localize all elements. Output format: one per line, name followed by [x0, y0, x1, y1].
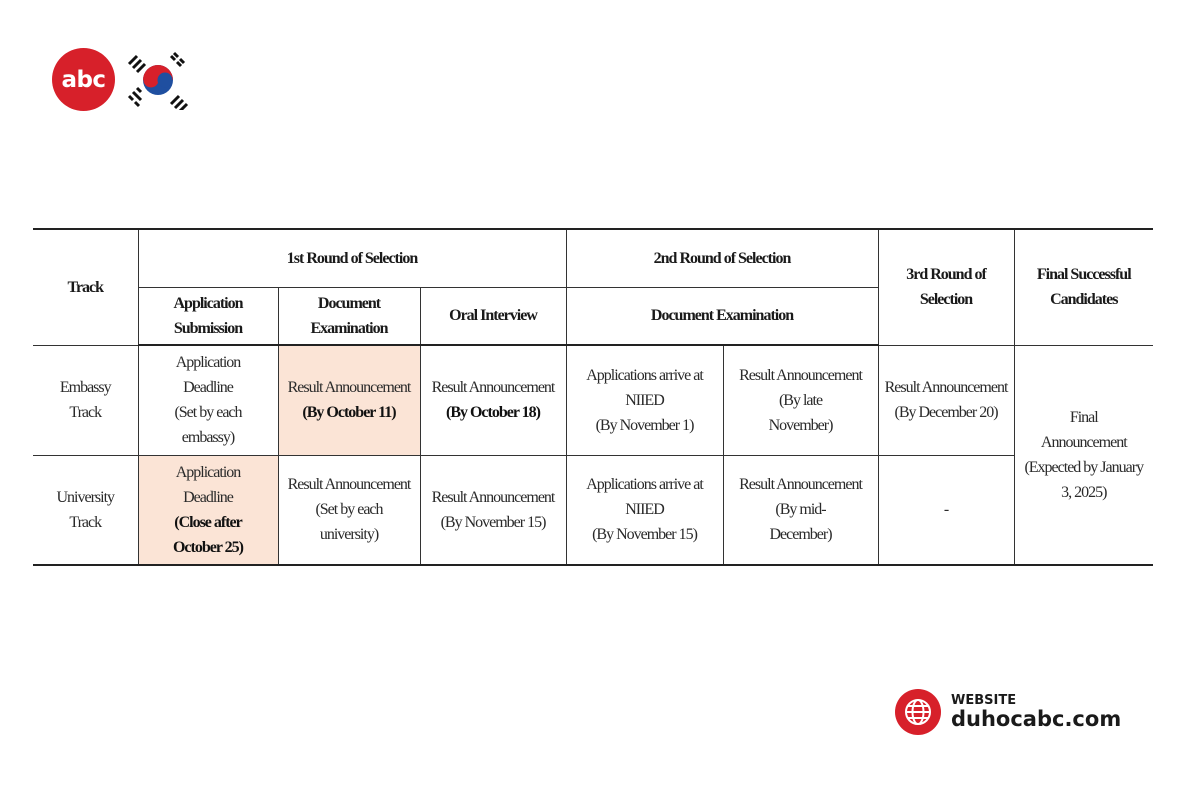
round2-document-examination-header: Document Examination — [566, 287, 878, 345]
round1-header: 1st Round of Selection — [138, 229, 566, 287]
university-document-note: (Set by each university) — [315, 501, 383, 544]
final-announcement-title: Final Announcement — [1040, 408, 1127, 451]
final-announcement-date: (Expected by January 3, 2025) — [1024, 458, 1144, 501]
university-document-title: Result Announcement — [287, 476, 411, 494]
round3-header-text: 3rd Round of Selection — [906, 266, 986, 309]
track-header: Track — [33, 229, 138, 345]
embassy-round2-result-cell — [723, 345, 878, 455]
abc-logo-icon — [52, 48, 115, 111]
embassy-oral-date: (By October 18) — [445, 404, 540, 422]
website-url-link[interactable]: duhocabc.com — [951, 707, 1122, 731]
logo-text: abc — [61, 66, 106, 93]
embassy-application-note: (Set by each embassy) — [174, 404, 242, 447]
university-track-cell — [33, 455, 138, 565]
embassy-round2-arrive-title: Applications arrive at NIIED — [586, 366, 703, 409]
oral-interview-header: Oral Interview — [420, 287, 566, 345]
final-header — [1014, 229, 1153, 345]
embassy-application-title: Application Deadline — [175, 354, 241, 397]
globe-icon — [903, 697, 933, 727]
embassy-document-date: (By October 11) — [302, 404, 396, 422]
globe-icon-badge — [895, 689, 941, 735]
final-header-text: Final Successful Candidates — [1036, 266, 1131, 309]
university-application-title: Application Deadline — [175, 463, 241, 506]
south-korea-flag-icon — [125, 50, 191, 110]
selection-schedule-table — [33, 228, 1153, 566]
embassy-application-cell — [138, 345, 278, 455]
university-round3-cell: - — [878, 455, 1014, 565]
embassy-round2-result-date: (By late November) — [768, 391, 833, 434]
university-application-date: (Close after October 25) — [172, 513, 243, 556]
embassy-round2-result-title: Result Announcement — [739, 366, 862, 384]
university-document-cell — [278, 455, 420, 565]
document-examination-header — [278, 287, 420, 345]
university-oral-title: Result Announcement — [431, 488, 555, 506]
embassy-track-label: Embassy Track — [59, 379, 111, 421]
final-announcement-cell — [1014, 345, 1153, 565]
round3-header — [878, 229, 1014, 345]
document-examination-text: Document Examination — [310, 294, 388, 337]
embassy-document-title: Result Announcement — [287, 379, 411, 397]
embassy-oral-title: Result Announcement — [431, 379, 555, 397]
university-track-label: University Track — [56, 488, 115, 531]
website-label: WEBSITE — [951, 693, 1017, 708]
university-round2-result-title: Result Announcement — [739, 476, 862, 494]
embassy-round3-cell — [878, 345, 1014, 455]
embassy-oral-cell — [420, 345, 566, 455]
embassy-round2-arrive-cell — [566, 345, 723, 455]
brand-logo — [52, 48, 192, 112]
university-round2-result-cell — [723, 455, 878, 565]
university-oral-cell — [420, 455, 566, 565]
application-submission-text: Application Submission — [173, 294, 243, 337]
embassy-round2-arrive-date: (By November 1) — [595, 416, 694, 434]
university-round2-arrive-cell — [566, 455, 723, 565]
embassy-document-cell — [278, 345, 420, 455]
university-round2-arrive-title: Applications arrive at NIIED — [586, 476, 703, 519]
embassy-track-cell — [33, 345, 138, 455]
university-round2-arrive-date: (By November 15) — [592, 526, 697, 544]
table-row-embassy — [33, 345, 1153, 455]
university-oral-date: (By November 15) — [440, 513, 546, 531]
round2-header: 2nd Round of Selection — [566, 229, 878, 287]
table-row-university — [33, 455, 1153, 565]
application-submission-header — [138, 287, 278, 345]
embassy-round3-title: Result Announcement — [884, 379, 1008, 396]
embassy-round3-date: (By December 20) — [894, 404, 998, 421]
university-round2-result-date: (By mid-December) — [769, 501, 832, 544]
university-application-cell — [138, 455, 278, 565]
